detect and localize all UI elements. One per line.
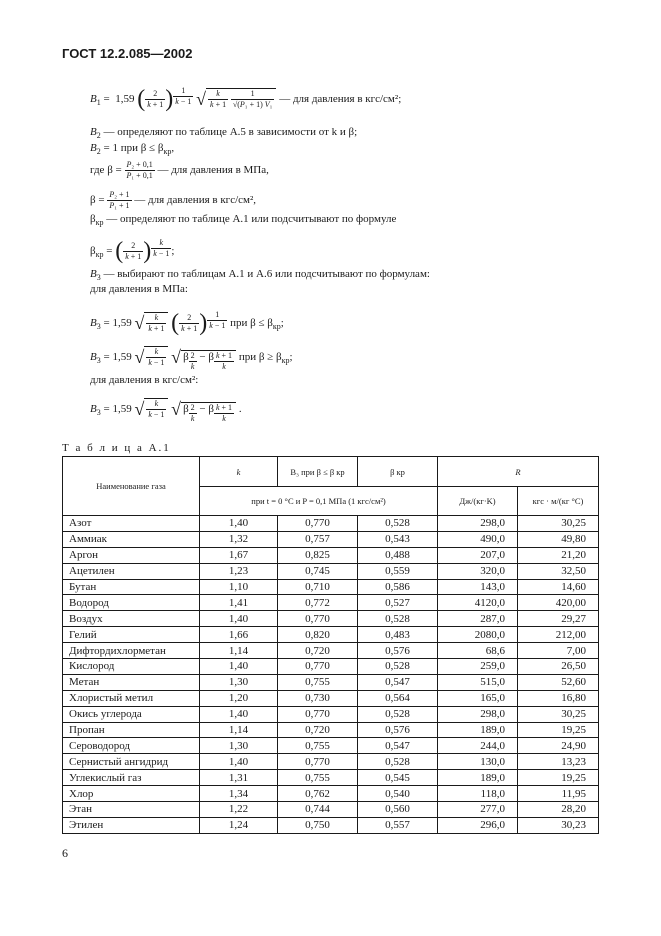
k-cell: 1,22 (200, 802, 278, 818)
gas-name-cell: Ацетилен (63, 563, 200, 579)
b3-cell: 0,710 (278, 579, 358, 595)
r-si-cell: 287,0 (438, 611, 518, 627)
bkr-cell: 0,488 (358, 547, 438, 563)
b3-cell: 0,770 (278, 706, 358, 722)
gas-name-cell: Сернистый ангидрид (63, 754, 200, 770)
gas-name-cell: Бутан (63, 579, 200, 595)
document-header: ГОСТ 12.2.085—2002 (62, 46, 193, 61)
bkr-cell: 0,564 (358, 690, 438, 706)
formula-bkr-text: $\beta_{кр}$ — определяют по таблице А.1 или подсчитывают по формуле (90, 213, 397, 228)
bkr-cell: 0,586 (358, 579, 438, 595)
table-row (63, 786, 599, 802)
k-cell: 1,40 (200, 659, 278, 675)
k-cell: 1,34 (200, 786, 278, 802)
bkr-cell: 0,560 (358, 802, 438, 818)
formula-b3-kgs: $B_3 = 1,59$ √ $\frac{k}{k - 1}$ √ β $^{\frac{2}{k}}$ − β $^{\frac{k + 1}{k}}$ . (90, 399, 242, 424)
formula-b3-text: $B_3$ — выбирают по таблицам А.1 и А.6 или подсчитывают по формулам: (90, 268, 430, 283)
header-bkr: β кр (358, 457, 438, 487)
bkr-cell: 0,527 (358, 595, 438, 611)
r-kgs-cell: 21,20 (518, 547, 599, 563)
formula-bkr: $\beta_{кр}$ = ( $\frac{2}{k + 1}$ ) $^{\frac{k}{k - 1}}$ ; (90, 238, 175, 264)
r-kgs-cell: 32,50 (518, 563, 599, 579)
b3-cell: 0,770 (278, 516, 358, 532)
gas-name-cell: Хлористый метил (63, 690, 200, 706)
gas-name-cell: Хлор (63, 786, 200, 802)
r-si-cell: 298,0 (438, 706, 518, 722)
k-cell: 1,40 (200, 754, 278, 770)
k-cell: 1,67 (200, 547, 278, 563)
r-kgs-cell: 16,80 (518, 690, 599, 706)
label-for-mpa: для давления в МПа: (90, 283, 188, 295)
r-si-cell: 130,0 (438, 754, 518, 770)
gas-name-cell: Гелий (63, 627, 200, 643)
formula-beta-mpa: где β = $\frac{\text{P₂ + 0,1}}{\text{P₁ + 0,1}}$ — для давления в МПа, (90, 160, 269, 180)
gas-name-cell: Аммиак (63, 531, 200, 547)
table-row (63, 802, 599, 818)
table-row (63, 722, 599, 738)
k-cell: 1,23 (200, 563, 278, 579)
k-cell: 1,10 (200, 579, 278, 595)
bkr-cell: 0,540 (358, 786, 438, 802)
table-row (63, 531, 599, 547)
r-si-cell: 320,0 (438, 563, 518, 579)
b1-suffix: — для давления в кгс/см²; (279, 93, 402, 106)
table-row (63, 770, 599, 786)
b3-cell: 0,720 (278, 643, 358, 659)
r-si-cell: 490,0 (438, 531, 518, 547)
b3-cell: 0,745 (278, 563, 358, 579)
b3-cell: 0,730 (278, 690, 358, 706)
formula-b2-eq: $B_2 = 1$ при $\beta \le \beta_{кр}$, (90, 142, 175, 157)
b3-cell: 0,770 (278, 659, 358, 675)
r-kgs-cell: 212,00 (518, 627, 599, 643)
formula-b1: $B_1 = 1,59$ ( $\frac{2}{k + 1}$ ) $^{\frac{1}{k - 1}}$ √ $\frac{k}{k + 1}$ $\frac{1}{\text{√(P₁ + 1) V₁}}$ — для давления в кгс/см²; (90, 86, 402, 112)
table-body (63, 516, 599, 834)
r-kgs-cell: 19,25 (518, 770, 599, 786)
b3-cell: 0,744 (278, 802, 358, 818)
table-row (63, 659, 599, 675)
r-kgs-cell: 52,60 (518, 674, 599, 690)
bkr-cell: 0,528 (358, 516, 438, 532)
r-si-cell: 189,0 (438, 770, 518, 786)
b3-cell: 0,750 (278, 817, 358, 833)
header-r: R (438, 457, 599, 487)
header-gas-name: Наименование газа (63, 457, 200, 516)
bkr-cell: 0,543 (358, 531, 438, 547)
gas-name-cell: Метан (63, 674, 200, 690)
gas-name-cell: Водород (63, 595, 200, 611)
b3-cell: 0,762 (278, 786, 358, 802)
gas-name-cell: Этан (63, 802, 200, 818)
table-row (63, 595, 599, 611)
gas-name-cell: Окись углерода (63, 706, 200, 722)
bkr-cell: 0,483 (358, 627, 438, 643)
k-cell: 1,40 (200, 611, 278, 627)
r-si-cell: 68,6 (438, 643, 518, 659)
formula-b3-case2: $B_3 = 1,59$ √ $\frac{k}{k - 1}$ √ β $^{\frac{2}{k}}$ − β $^{\frac{k + 1}{k}}$ при $\beta \ge \beta_{кр}$; (90, 347, 293, 372)
table-row (63, 817, 599, 833)
r-kgs-cell: 24,90 (518, 738, 599, 754)
r-kgs-cell: 30,25 (518, 516, 599, 532)
bkr-cell: 0,547 (358, 738, 438, 754)
r-kgs-cell: 13,23 (518, 754, 599, 770)
gas-name-cell: Кислород (63, 659, 200, 675)
r-kgs-cell: 30,23 (518, 817, 599, 833)
b3-cell: 0,770 (278, 611, 358, 627)
b3-cell: 0,720 (278, 722, 358, 738)
bkr-cell: 0,559 (358, 563, 438, 579)
r-si-cell: 296,0 (438, 817, 518, 833)
b3-cell: 0,755 (278, 674, 358, 690)
b3-cell: 0,825 (278, 547, 358, 563)
table-row (63, 690, 599, 706)
b3-cell: 0,820 (278, 627, 358, 643)
table-row (63, 643, 599, 659)
r-kgs-cell: 28,20 (518, 802, 599, 818)
header-b3: B₃ при β ≤ β кр (278, 457, 358, 487)
r-si-cell: 4120,0 (438, 595, 518, 611)
table-row (63, 674, 599, 690)
b3-cell: 0,755 (278, 738, 358, 754)
table-row (63, 754, 599, 770)
k-cell: 1,14 (200, 643, 278, 659)
r-si-cell: 2080,0 (438, 627, 518, 643)
bkr-cell: 0,545 (358, 770, 438, 786)
b3-cell: 0,770 (278, 754, 358, 770)
table-row (63, 547, 599, 563)
gas-name-cell: Дифтордихлорметан (63, 643, 200, 659)
k-cell: 1,40 (200, 516, 278, 532)
gas-name-cell: Углекислый газ (63, 770, 200, 786)
r-kgs-cell: 29,27 (518, 611, 599, 627)
table-row (63, 706, 599, 722)
gas-name-cell: Сероводород (63, 738, 200, 754)
r-si-cell: 515,0 (438, 674, 518, 690)
table-row (63, 563, 599, 579)
r-kgs-cell: 420,00 (518, 595, 599, 611)
bkr-cell: 0,576 (358, 722, 438, 738)
r-si-cell: 298,0 (438, 516, 518, 532)
gas-properties-table (62, 456, 599, 834)
formula-b3-case1: $B_3 = 1,59$ √ $\frac{k}{k + 1}$ ( $\frac{2}{k + 1}$ ) $^{\frac{1}{k - 1}}$ при $\beta \le \beta_{кр}$; (90, 310, 284, 336)
r-kgs-cell: 26,50 (518, 659, 599, 675)
b3-cell: 0,755 (278, 770, 358, 786)
bkr-cell: 0,557 (358, 817, 438, 833)
r-si-cell: 165,0 (438, 690, 518, 706)
r-kgs-cell: 11,95 (518, 786, 599, 802)
gas-name-cell: Пропан (63, 722, 200, 738)
r-si-cell: 207,0 (438, 547, 518, 563)
coefficient: 1,59 (115, 93, 135, 106)
r-si-cell: 259,0 (438, 659, 518, 675)
header-r-unit-kgs: кгс · м/(кг °C) (518, 487, 599, 516)
k-cell: 1,66 (200, 627, 278, 643)
b3-cell: 0,772 (278, 595, 358, 611)
header-r-unit-si: Дж/(кг·K) (438, 487, 518, 516)
r-kgs-cell: 49,80 (518, 531, 599, 547)
bkr-cell: 0,528 (358, 754, 438, 770)
k-cell: 1,30 (200, 674, 278, 690)
k-cell: 1,32 (200, 531, 278, 547)
bkr-cell: 0,528 (358, 706, 438, 722)
r-si-cell: 277,0 (438, 802, 518, 818)
r-si-cell: 118,0 (438, 786, 518, 802)
table-row (63, 738, 599, 754)
table-row (63, 579, 599, 595)
gas-name-cell: Воздух (63, 611, 200, 627)
label-for-kgs: для давления в кгс/см²: (90, 374, 199, 386)
k-cell: 1,24 (200, 817, 278, 833)
gas-name-cell: Азот (63, 516, 200, 532)
formula-beta-kgs: β = $\frac{\text{P₂ + 1}}{\text{P₁ + 1}}$ — для давления в кгс/см², (90, 190, 257, 210)
r-kgs-cell: 14,60 (518, 579, 599, 595)
b3-cell: 0,757 (278, 531, 358, 547)
bkr-cell: 0,528 (358, 611, 438, 627)
table-caption: Т а б л и ц а А.1 (62, 442, 171, 454)
k-cell: 1,14 (200, 722, 278, 738)
r-si-cell: 143,0 (438, 579, 518, 595)
header-conditions: при t = 0 °C и P = 0,1 МПа (1 кгс/см²) (200, 487, 438, 516)
table-row (63, 516, 599, 532)
gas-name-cell: Аргон (63, 547, 200, 563)
r-si-cell: 189,0 (438, 722, 518, 738)
k-cell: 1,20 (200, 690, 278, 706)
k-cell: 1,31 (200, 770, 278, 786)
k-cell: 1,40 (200, 706, 278, 722)
r-kgs-cell: 30,25 (518, 706, 599, 722)
r-kgs-cell: 19,25 (518, 722, 599, 738)
k-cell: 1,30 (200, 738, 278, 754)
table-row (63, 627, 599, 643)
formula-b2: $B_2$ — определяют по таблице А.5 в зависимости от k и β; (90, 126, 358, 141)
bkr-cell: 0,576 (358, 643, 438, 659)
bkr-cell: 0,547 (358, 674, 438, 690)
header-k: k (200, 457, 278, 487)
k-cell: 1,41 (200, 595, 278, 611)
page-number: 6 (62, 846, 68, 860)
r-si-cell: 244,0 (438, 738, 518, 754)
r-kgs-cell: 7,00 (518, 643, 599, 659)
table-row (63, 611, 599, 627)
bkr-cell: 0,528 (358, 659, 438, 675)
gas-name-cell: Этилен (63, 817, 200, 833)
